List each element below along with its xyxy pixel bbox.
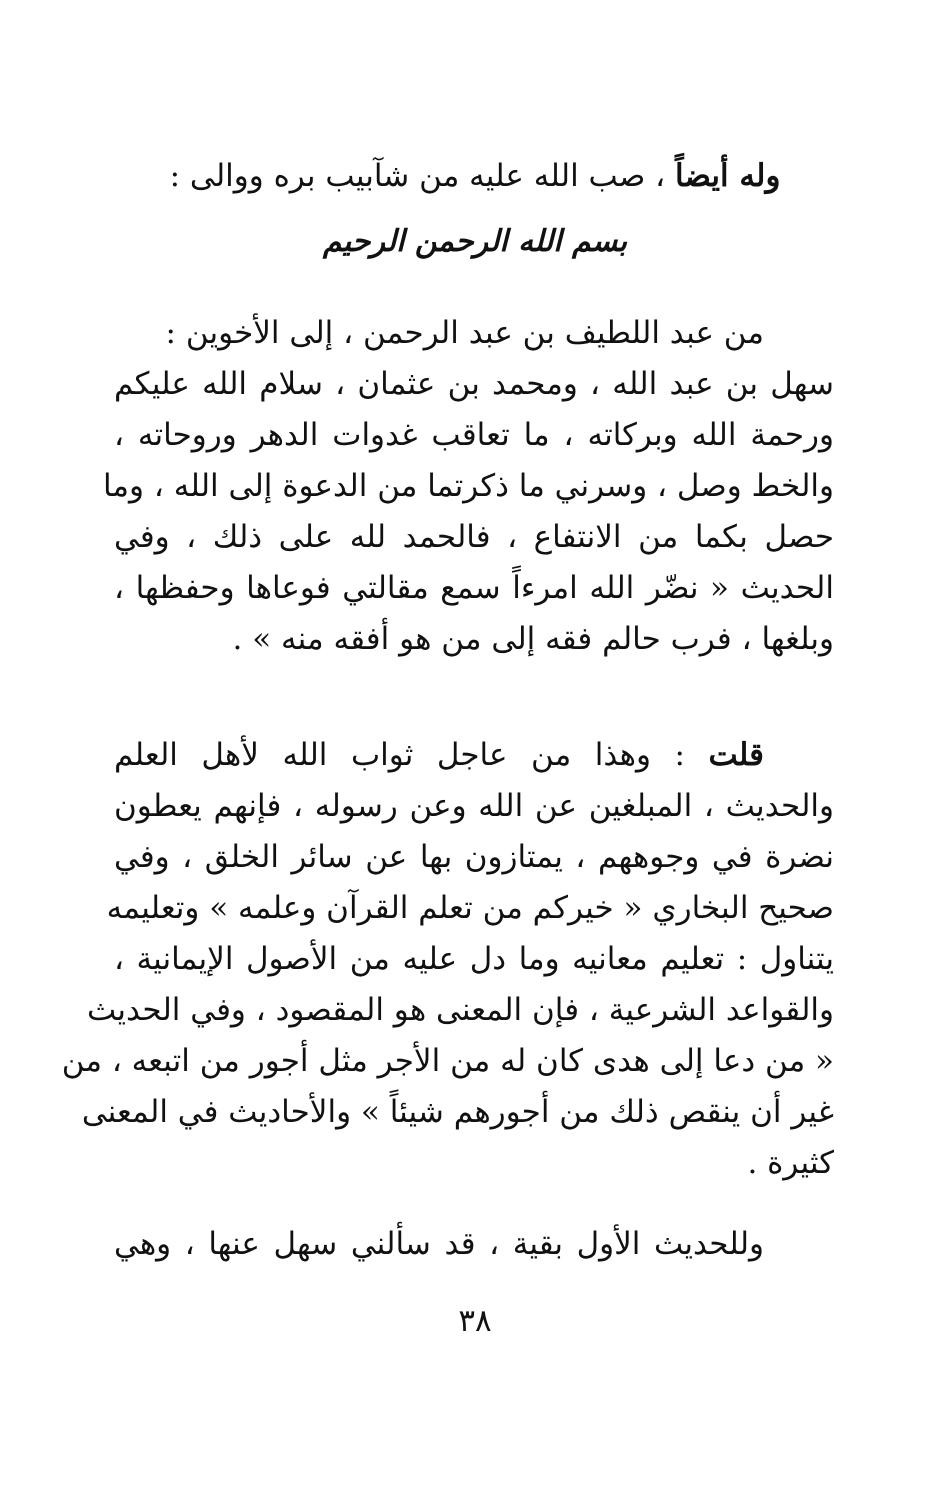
heading-rest: ، صب الله عليه من شآبيب بره ووالى :	[169, 158, 676, 194]
paragraph-2-line	[114, 737, 764, 774]
paragraph-2-line: يتناول : تعليم معانيه وما دل عليه من الأصول الإيمانية ،	[114, 941, 834, 977]
paragraph-2-lead-rest: : وهذا من عاجل ثواب الله لأهل العلم	[114, 737, 709, 773]
paragraph-2-line: نضرة في وجوههم ، يمتازون بها عن سائر الخلق ، وفي	[114, 839, 834, 875]
page-number: ٣٨	[458, 1303, 492, 1339]
paragraph-2-line: « من دعا إلى هدى كان له من الأجر مثل أجور من اتبعه ، من	[61, 1043, 834, 1079]
paragraph-2-lead-word: قلت	[708, 737, 764, 773]
paragraph-1-line: حصل بكما من الانتفاع ، فالحمد لله على ذلك ، وفي	[114, 519, 834, 555]
heading-bold: وله أيضاً	[675, 158, 781, 194]
paragraph-1-line: وبلغها ، فرب حالم فقه إلى من هو أفقه منه » .	[232, 621, 834, 657]
paragraph-1-line: ورحمة الله وبركاته ، ما تعاقب غدوات الدهر وروحاته ،	[114, 417, 834, 453]
paragraph-1-line: والخط وصل ، وسرني ما ذكرتما من الدعوة إلى الله ، وما	[102, 468, 834, 504]
paragraph-1-line: سهل بن عبد الله ، ومحمد بن عثمان ، سلام الله عليكم	[114, 366, 834, 402]
paragraph-2-line: كثيرة .	[747, 1145, 834, 1181]
paragraph-2-line: غير أن ينقص ذلك من أجورهم شيئاً » والأحاديث في المعنى	[81, 1094, 834, 1130]
paragraph-2-line: صحيح البخاري « خيركم من تعلم القرآن وعلمه » وتعليمه	[106, 890, 834, 926]
paragraph-1-line: من عبد اللطيف بن عبد الرحمن ، إلى الأخوين :	[165, 315, 764, 351]
paragraph-1-line: الحديث « نضّر الله امرءاً سمع مقالتي فوعاها وحفظها ،	[114, 570, 834, 606]
paragraph-3-line: وللحديث الأول بقية ، قد سألني سهل عنها ، وهي	[114, 1226, 764, 1262]
paragraph-2-line: والقواعد الشرعية ، فإن المعنى هو المقصود ، وفي الحديث	[86, 992, 834, 1028]
paragraph-2-line: والحديث ، المبلغين عن الله وعن رسوله ، فإنهم يعطون	[114, 788, 834, 824]
section-heading	[0, 158, 950, 195]
basmala-calligraphy: بسم الله الرحمن الرحيم	[322, 224, 628, 259]
